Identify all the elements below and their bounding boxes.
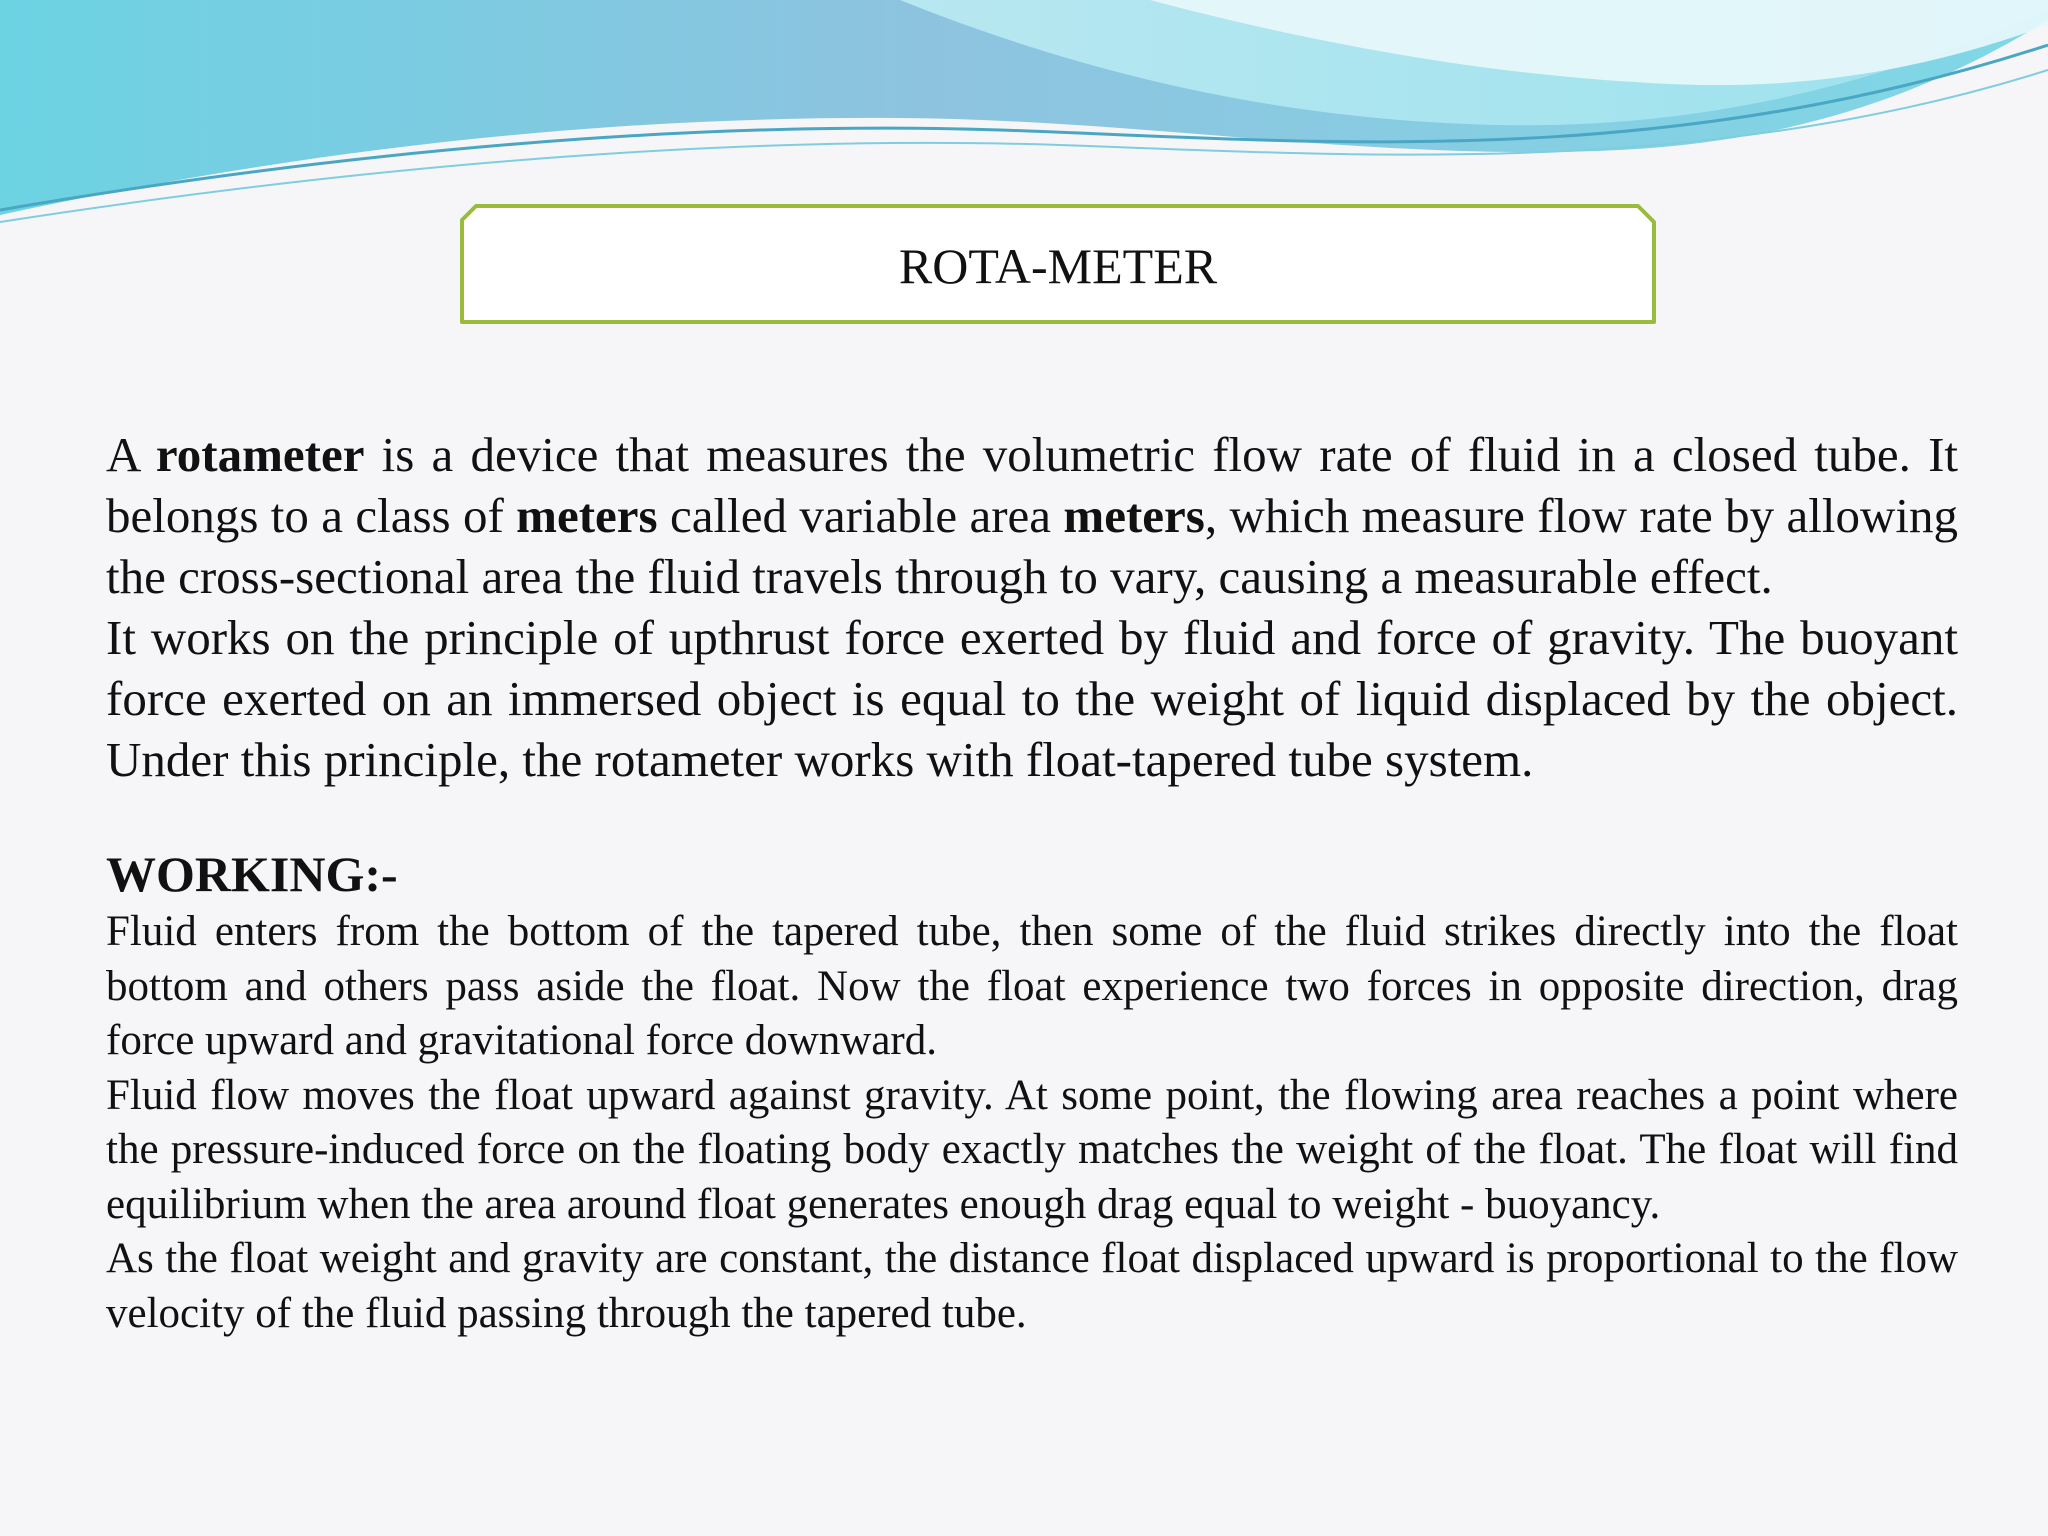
title-box — [460, 204, 1656, 324]
working-paragraph-2: Fluid flow moves the float upward against gravity. At some point, the flowing area reaches a point where the pressure-induced force on the floating body exactly matches the weight of the float. The float will find equilibrium when the area around float generates enough drag equal to weight - buoyancy. — [106, 1071, 1958, 1228]
intro-paragraph-1: A rotameter is a device that measures the volumetric flow rate of fluid in a closed tube. It belongs to a class of meters called variable area meters, which measure flow rate by allowing the cross-sectional area the fluid travels through to vary, causing a measurable effect. — [106, 427, 1959, 604]
working-heading: WORKING:- — [106, 846, 398, 902]
working-paragraph-1: Fluid enters from the bottom of the tapered tube, then some of the fluid strikes directly into the float bottom and others pass aside the float. Now the float experience two forces in opposite direction, drag force upward and gravitational force downward. — [106, 908, 1958, 1064]
slide-title: ROTA-METER — [898, 238, 1218, 294]
slide-content — [106, 424, 1958, 1341]
intro-paragraph-2: It works on the principle of upthrust force exerted by fluid and force of gravity. The buoyant force exerted on an immersed object is equal to the weight of liquid displaced by the object. Under this principle, the rotameter works with float-tapered tube system. — [106, 610, 1958, 787]
working-paragraph-3: As the float weight and gravity are constant, the distance float displaced upward is proportional to the flow velocity of the fluid passing through the tapered tube. — [106, 1235, 1958, 1337]
